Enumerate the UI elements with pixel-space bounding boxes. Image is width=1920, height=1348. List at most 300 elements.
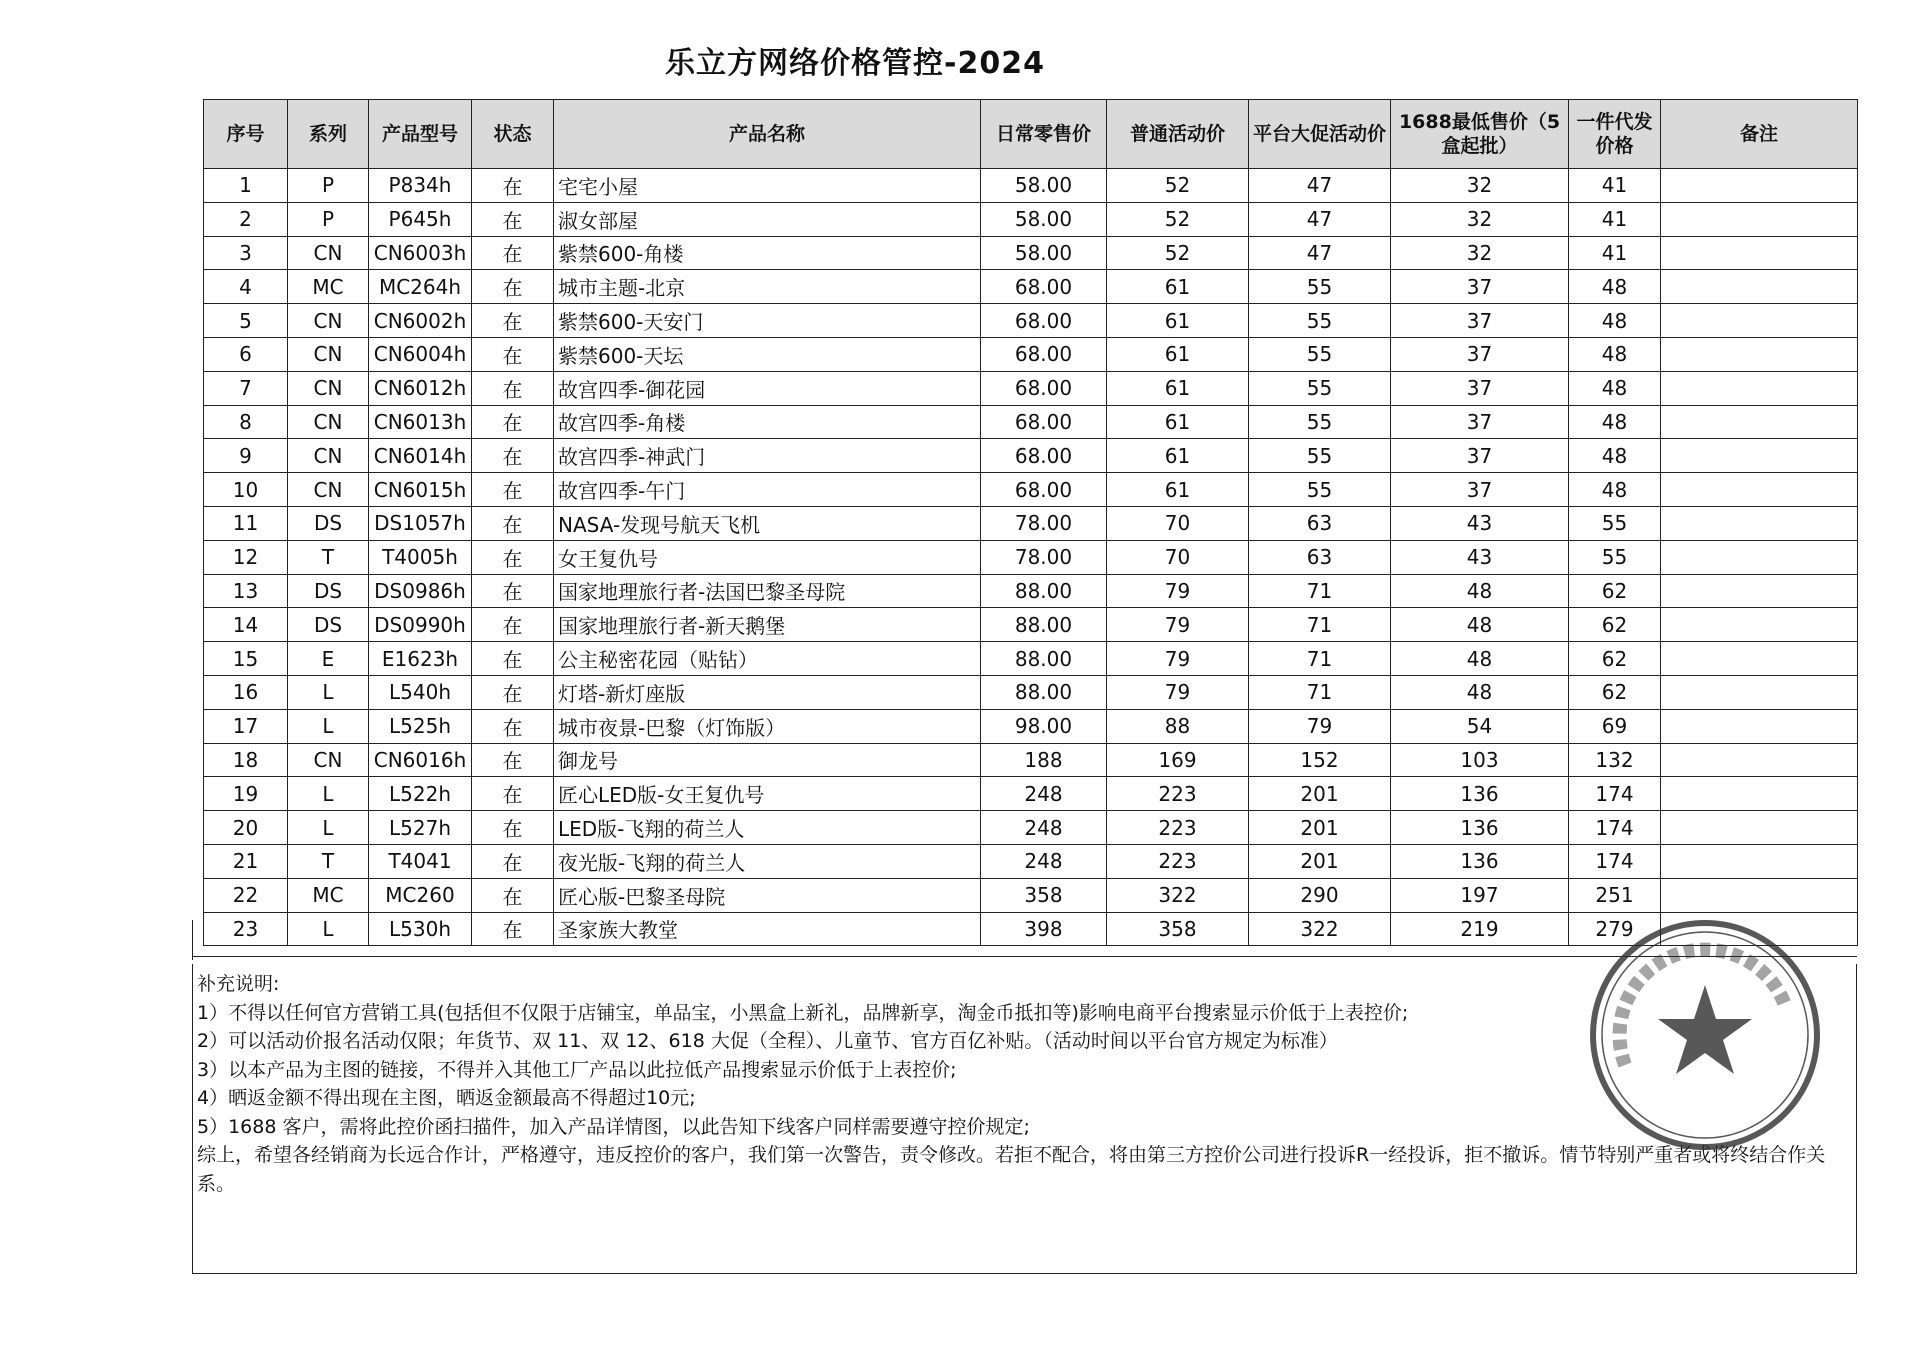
table-cell: 19 xyxy=(204,777,288,811)
table-cell: CN6002h xyxy=(369,304,472,338)
table-cell: 223 xyxy=(1107,777,1249,811)
table-row xyxy=(204,844,1858,878)
table-cell: 62 xyxy=(1569,675,1661,709)
table-cell: 88.00 xyxy=(981,642,1107,676)
table-row xyxy=(204,405,1858,439)
table-cell: MC264h xyxy=(369,270,472,304)
table-cell: 在 xyxy=(472,371,554,405)
table-cell: 城市夜景-巴黎（灯饰版） xyxy=(554,709,981,743)
table-cell: 女王复仇号 xyxy=(554,540,981,574)
table-cell: L525h xyxy=(369,709,472,743)
table-cell: 70 xyxy=(1107,506,1249,540)
table-cell xyxy=(1661,337,1858,371)
table-cell: 14 xyxy=(204,608,288,642)
table-cell: 48 xyxy=(1391,574,1569,608)
table-cell: 32 xyxy=(1391,236,1569,270)
table-cell: 公主秘密花园（贴钻） xyxy=(554,642,981,676)
table-cell: 48 xyxy=(1569,304,1661,338)
table-row xyxy=(204,337,1858,371)
table-cell: 62 xyxy=(1569,574,1661,608)
table-cell xyxy=(1661,236,1858,270)
table-cell: P xyxy=(288,202,369,236)
table-cell: 136 xyxy=(1391,777,1569,811)
table-cell: 在 xyxy=(472,236,554,270)
table-cell: 61 xyxy=(1107,405,1249,439)
table-cell: DS0986h xyxy=(369,574,472,608)
table-cell: 37 xyxy=(1391,371,1569,405)
table-cell xyxy=(1661,608,1858,642)
table-row xyxy=(204,202,1858,236)
table-cell: 201 xyxy=(1249,777,1391,811)
table-cell: 在 xyxy=(472,304,554,338)
table-cell: 16 xyxy=(204,675,288,709)
table-cell: 58.00 xyxy=(981,202,1107,236)
table-cell: 70 xyxy=(1107,540,1249,574)
table-cell: 在 xyxy=(472,811,554,845)
table-cell: P xyxy=(288,169,369,203)
table-cell: CN xyxy=(288,405,369,439)
table-cell: DS1057h xyxy=(369,506,472,540)
table-cell: 48 xyxy=(1569,270,1661,304)
table-cell: L xyxy=(288,777,369,811)
table-cell xyxy=(1661,675,1858,709)
table-cell: 6 xyxy=(204,337,288,371)
table-cell: 37 xyxy=(1391,304,1569,338)
column-header: 产品型号 xyxy=(369,100,472,169)
table-cell: 62 xyxy=(1569,642,1661,676)
table-cell: CN xyxy=(288,371,369,405)
table-cell: 20 xyxy=(204,811,288,845)
table-row xyxy=(204,777,1858,811)
table-cell: 61 xyxy=(1107,473,1249,507)
table-cell: 52 xyxy=(1107,169,1249,203)
table-cell: 174 xyxy=(1569,811,1661,845)
table-cell: 48 xyxy=(1569,337,1661,371)
table-cell: 71 xyxy=(1249,574,1391,608)
table-cell: 48 xyxy=(1569,405,1661,439)
table-cell: MC xyxy=(288,878,369,912)
table-cell: 在 xyxy=(472,912,554,946)
column-header: 一件代发价格 xyxy=(1569,100,1661,169)
table-cell: 在 xyxy=(472,473,554,507)
table-cell: 在 xyxy=(472,675,554,709)
table-cell: 18 xyxy=(204,743,288,777)
price-control-table xyxy=(203,99,1858,946)
table-cell: DS xyxy=(288,574,369,608)
table-cell: 201 xyxy=(1249,811,1391,845)
table-cell: 3 xyxy=(204,236,288,270)
table-cell: 71 xyxy=(1249,675,1391,709)
table-cell: 61 xyxy=(1107,304,1249,338)
table-cell: 15 xyxy=(204,642,288,676)
table-row xyxy=(204,506,1858,540)
table-cell: 在 xyxy=(472,642,554,676)
table-cell xyxy=(1661,743,1858,777)
table-cell: CN xyxy=(288,236,369,270)
table-cell: 41 xyxy=(1569,169,1661,203)
table-cell xyxy=(1661,371,1858,405)
table-row xyxy=(204,304,1858,338)
table-row xyxy=(204,169,1858,203)
table-cell: 54 xyxy=(1391,709,1569,743)
table-row xyxy=(204,675,1858,709)
table-cell: 43 xyxy=(1391,506,1569,540)
table-cell: 10 xyxy=(204,473,288,507)
table-cell: 68.00 xyxy=(981,371,1107,405)
table-cell xyxy=(1661,506,1858,540)
table-cell: 2 xyxy=(204,202,288,236)
notes-heading: 补充说明: xyxy=(197,973,280,995)
table-cell xyxy=(1661,844,1858,878)
table-row xyxy=(204,574,1858,608)
table-cell: 1 xyxy=(204,169,288,203)
table-cell: 在 xyxy=(472,777,554,811)
table-cell: 国家地理旅行者-新天鹅堡 xyxy=(554,608,981,642)
table-cell: DS0990h xyxy=(369,608,472,642)
table-cell: 248 xyxy=(981,844,1107,878)
table-cell: 在 xyxy=(472,439,554,473)
table-cell: T xyxy=(288,540,369,574)
column-header: 普通活动价 xyxy=(1107,100,1249,169)
table-cell: 79 xyxy=(1107,642,1249,676)
table-cell: 58.00 xyxy=(981,236,1107,270)
column-header: 序号 xyxy=(204,100,288,169)
table-cell: 169 xyxy=(1107,743,1249,777)
table-cell: 322 xyxy=(1107,878,1249,912)
table-cell: 37 xyxy=(1391,270,1569,304)
table-cell: 5 xyxy=(204,304,288,338)
table-cell: 68.00 xyxy=(981,270,1107,304)
table-body xyxy=(204,169,1858,946)
table-cell: L xyxy=(288,709,369,743)
table-cell: 78.00 xyxy=(981,506,1107,540)
table-cell: CN xyxy=(288,304,369,338)
table-row xyxy=(204,811,1858,845)
table-cell: MC260 xyxy=(369,878,472,912)
table-cell: 136 xyxy=(1391,811,1569,845)
table-cell: 79 xyxy=(1249,709,1391,743)
table-cell: 98.00 xyxy=(981,709,1107,743)
table-cell: 132 xyxy=(1569,743,1661,777)
notes-top-rule xyxy=(192,956,1857,957)
table-cell: 37 xyxy=(1391,405,1569,439)
table-cell: 47 xyxy=(1249,236,1391,270)
table-cell: 41 xyxy=(1569,236,1661,270)
table-cell: 248 xyxy=(981,777,1107,811)
table-cell: CN6016h xyxy=(369,743,472,777)
table-cell: L527h xyxy=(369,811,472,845)
table-row xyxy=(204,743,1858,777)
table-cell: 55 xyxy=(1249,371,1391,405)
table-cell: 136 xyxy=(1391,844,1569,878)
column-header: 1688最低售价（5盒起批） xyxy=(1391,100,1569,169)
table-cell xyxy=(1661,202,1858,236)
table-cell xyxy=(1661,709,1858,743)
table-cell: 夜光版-飞翔的荷兰人 xyxy=(554,844,981,878)
table-cell: T xyxy=(288,844,369,878)
table-cell: 79 xyxy=(1107,608,1249,642)
note-item-1: 1）不得以任何官方营销工具(包括但不仅限于店铺宝，单品宝，小黑盒上新礼，品牌新享，淘金币抵扣等)影响电商平台搜索显示价低于上表控价; xyxy=(197,1001,1409,1024)
table-cell: 在 xyxy=(472,202,554,236)
table-cell: 68.00 xyxy=(981,337,1107,371)
table-cell: 55 xyxy=(1569,540,1661,574)
table-cell: 在 xyxy=(472,608,554,642)
table-cell: 290 xyxy=(1249,878,1391,912)
table-cell: 淑女部屋 xyxy=(554,202,981,236)
table-cell: 71 xyxy=(1249,642,1391,676)
table-cell: T4041 xyxy=(369,844,472,878)
table-row xyxy=(204,642,1858,676)
table-cell: 63 xyxy=(1249,540,1391,574)
table-cell: 紫禁600-角楼 xyxy=(554,236,981,270)
table-cell: 55 xyxy=(1569,506,1661,540)
table-header xyxy=(204,100,1858,169)
table-cell: LED版-飞翔的荷兰人 xyxy=(554,811,981,845)
table-cell: 174 xyxy=(1569,777,1661,811)
column-header: 平台大促活动价 xyxy=(1249,100,1391,169)
table-cell: 21 xyxy=(204,844,288,878)
table-cell xyxy=(1661,473,1858,507)
table-row xyxy=(204,473,1858,507)
table-cell: 9 xyxy=(204,439,288,473)
table-cell: CN6014h xyxy=(369,439,472,473)
table-cell: 55 xyxy=(1249,473,1391,507)
table-cell: 52 xyxy=(1107,236,1249,270)
table-cell: 紫禁600-天安门 xyxy=(554,304,981,338)
table-cell: 201 xyxy=(1249,844,1391,878)
table-cell: MC xyxy=(288,270,369,304)
table-cell: 223 xyxy=(1107,844,1249,878)
table-cell: 69 xyxy=(1569,709,1661,743)
table-cell: 62 xyxy=(1569,608,1661,642)
table-cell: 358 xyxy=(981,878,1107,912)
table-cell: P834h xyxy=(369,169,472,203)
table-cell: 47 xyxy=(1249,202,1391,236)
table-cell: 47 xyxy=(1249,169,1391,203)
table-cell xyxy=(1661,540,1858,574)
supplementary-notes xyxy=(192,964,1857,1274)
table-cell: 灯塔-新灯座版 xyxy=(554,675,981,709)
table-cell: 37 xyxy=(1391,439,1569,473)
table-cell: 12 xyxy=(204,540,288,574)
table-cell: CN xyxy=(288,439,369,473)
table-cell: CN xyxy=(288,473,369,507)
table-row xyxy=(204,608,1858,642)
table-cell: L530h xyxy=(369,912,472,946)
table-cell: 358 xyxy=(1107,912,1249,946)
table-cell: 圣家族大教堂 xyxy=(554,912,981,946)
table-cell: 37 xyxy=(1391,473,1569,507)
table-cell: CN xyxy=(288,743,369,777)
table-cell: 13 xyxy=(204,574,288,608)
notes-summary: 综上，希望各经销商为长远合作计，严格遵守，违反控价的客户，我们第一次警告，责令修改。若拒不配合，将由第三方控价公司进行投诉R一经投诉，拒不撤诉。情节特别严重者或将终结合作关系。 xyxy=(197,1144,1826,1195)
header-row xyxy=(204,100,1858,169)
table-cell xyxy=(1661,878,1858,912)
table-cell: 23 xyxy=(204,912,288,946)
table-cell: 52 xyxy=(1107,202,1249,236)
table-cell: L522h xyxy=(369,777,472,811)
table-cell xyxy=(1661,811,1858,845)
table-cell: CN6015h xyxy=(369,473,472,507)
table-cell: DS xyxy=(288,608,369,642)
table-cell: 国家地理旅行者-法国巴黎圣母院 xyxy=(554,574,981,608)
table-cell: 在 xyxy=(472,574,554,608)
table-cell: 7 xyxy=(204,371,288,405)
table-cell: 在 xyxy=(472,506,554,540)
column-header: 日常零售价 xyxy=(981,100,1107,169)
table-cell: CN xyxy=(288,337,369,371)
table-cell: 紫禁600-天坛 xyxy=(554,337,981,371)
table-cell: CN6013h xyxy=(369,405,472,439)
table-cell: 188 xyxy=(981,743,1107,777)
table-cell: 城市主题-北京 xyxy=(554,270,981,304)
table-cell: E xyxy=(288,642,369,676)
table-cell: 匠心LED版-女王复仇号 xyxy=(554,777,981,811)
table-cell: 219 xyxy=(1391,912,1569,946)
note-item-2: 2）可以活动价报名活动仅限；年货节、双 11、双 12、618 大促（全程）、儿童节、官方百亿补贴。（活动时间以平台官方规定为标准） xyxy=(197,1030,1338,1052)
table-cell: 55 xyxy=(1249,405,1391,439)
column-header: 产品名称 xyxy=(554,100,981,169)
table-cell: 宅宅小屋 xyxy=(554,169,981,203)
table-cell: 68.00 xyxy=(981,304,1107,338)
table-cell: 在 xyxy=(472,169,554,203)
table-left-rule xyxy=(192,920,193,960)
table-cell: 58.00 xyxy=(981,169,1107,203)
table-row xyxy=(204,878,1858,912)
table-cell: 174 xyxy=(1569,844,1661,878)
table-cell: DS xyxy=(288,506,369,540)
table-row xyxy=(204,270,1858,304)
table-row xyxy=(204,236,1858,270)
table-cell: 55 xyxy=(1249,337,1391,371)
table-cell: 197 xyxy=(1391,878,1569,912)
table-cell: 61 xyxy=(1107,439,1249,473)
table-cell: 398 xyxy=(981,912,1107,946)
table-cell: 78.00 xyxy=(981,540,1107,574)
table-cell: 48 xyxy=(1391,675,1569,709)
table-cell: 48 xyxy=(1569,473,1661,507)
table-cell: 48 xyxy=(1391,608,1569,642)
table-row xyxy=(204,912,1858,946)
table-cell: 68.00 xyxy=(981,439,1107,473)
table-cell: 43 xyxy=(1391,540,1569,574)
note-item-3: 3）以本产品为主图的链接，不得并入其他工厂产品以此拉低产品搜索显示价低于上表控价; xyxy=(197,1058,957,1081)
table-cell: L xyxy=(288,912,369,946)
table-cell: 79 xyxy=(1107,675,1249,709)
table-cell: 68.00 xyxy=(981,405,1107,439)
column-header: 系列 xyxy=(288,100,369,169)
table-cell: 63 xyxy=(1249,506,1391,540)
table-cell xyxy=(1661,439,1858,473)
table-cell: 71 xyxy=(1249,608,1391,642)
table-cell: 48 xyxy=(1569,439,1661,473)
table-cell: 79 xyxy=(1107,574,1249,608)
table-cell xyxy=(1661,912,1858,946)
table-cell: CN6004h xyxy=(369,337,472,371)
table-cell: 103 xyxy=(1391,743,1569,777)
table-cell: L540h xyxy=(369,675,472,709)
table-cell: 故宫四季-御花园 xyxy=(554,371,981,405)
table-cell: 御龙号 xyxy=(554,743,981,777)
table-cell xyxy=(1661,642,1858,676)
table-cell: 55 xyxy=(1249,270,1391,304)
table-cell: 22 xyxy=(204,878,288,912)
table-cell xyxy=(1661,169,1858,203)
table-cell: 在 xyxy=(472,709,554,743)
table-cell: 在 xyxy=(472,878,554,912)
table-cell: 48 xyxy=(1391,642,1569,676)
table-cell: 55 xyxy=(1249,439,1391,473)
table-cell: 故宫四季-午门 xyxy=(554,473,981,507)
table-cell: 88.00 xyxy=(981,574,1107,608)
table-cell: 251 xyxy=(1569,878,1661,912)
table-cell: NASA-发现号航天飞机 xyxy=(554,506,981,540)
document-title: 乐立方网络价格管控-2024 xyxy=(665,46,1045,81)
table-cell: 32 xyxy=(1391,202,1569,236)
table-cell: 故宫四季-角楼 xyxy=(554,405,981,439)
table-cell: P645h xyxy=(369,202,472,236)
table-cell: 8 xyxy=(204,405,288,439)
table-row xyxy=(204,371,1858,405)
table-cell: CN6003h xyxy=(369,236,472,270)
table-row xyxy=(204,540,1858,574)
table-cell: 11 xyxy=(204,506,288,540)
table-cell: 在 xyxy=(472,540,554,574)
table-cell: E1623h xyxy=(369,642,472,676)
note-item-5: 5）1688 客户，需将此控价函扫描件，加入产品详情图，以此告知下线客户同样需要遵守控价规定; xyxy=(197,1115,1030,1138)
note-item-4: 4）晒返金额不得出现在主图，晒返金额最高不得超过10元; xyxy=(197,1087,696,1109)
table-cell: L xyxy=(288,811,369,845)
table-cell: 61 xyxy=(1107,337,1249,371)
table-cell: 322 xyxy=(1249,912,1391,946)
table-row xyxy=(204,709,1858,743)
table-cell: 68.00 xyxy=(981,473,1107,507)
table-cell: 在 xyxy=(472,844,554,878)
table-cell: 故宫四季-神武门 xyxy=(554,439,981,473)
table-cell: 279 xyxy=(1569,912,1661,946)
column-header: 备注 xyxy=(1661,100,1858,169)
table-cell xyxy=(1661,405,1858,439)
table-cell xyxy=(1661,777,1858,811)
table-cell: T4005h xyxy=(369,540,472,574)
table-cell: 在 xyxy=(472,270,554,304)
table-cell: 41 xyxy=(1569,202,1661,236)
table-cell: 17 xyxy=(204,709,288,743)
table-cell: 152 xyxy=(1249,743,1391,777)
column-header: 状态 xyxy=(472,100,554,169)
table-cell: 4 xyxy=(204,270,288,304)
table-cell xyxy=(1661,304,1858,338)
table-cell: 在 xyxy=(472,743,554,777)
table-row xyxy=(204,439,1858,473)
table-cell: 61 xyxy=(1107,371,1249,405)
table-cell: 88 xyxy=(1107,709,1249,743)
table-cell: 88.00 xyxy=(981,675,1107,709)
table-cell: 48 xyxy=(1569,371,1661,405)
table-cell: L xyxy=(288,675,369,709)
table-cell: 在 xyxy=(472,337,554,371)
table-cell: 223 xyxy=(1107,811,1249,845)
table-cell xyxy=(1661,574,1858,608)
table-cell: 37 xyxy=(1391,337,1569,371)
table-cell: 88.00 xyxy=(981,608,1107,642)
table-cell: CN6012h xyxy=(369,371,472,405)
table-cell: 匠心版-巴黎圣母院 xyxy=(554,878,981,912)
table-cell: 248 xyxy=(981,811,1107,845)
table-cell xyxy=(1661,270,1858,304)
table-cell: 32 xyxy=(1391,169,1569,203)
table-cell: 在 xyxy=(472,405,554,439)
